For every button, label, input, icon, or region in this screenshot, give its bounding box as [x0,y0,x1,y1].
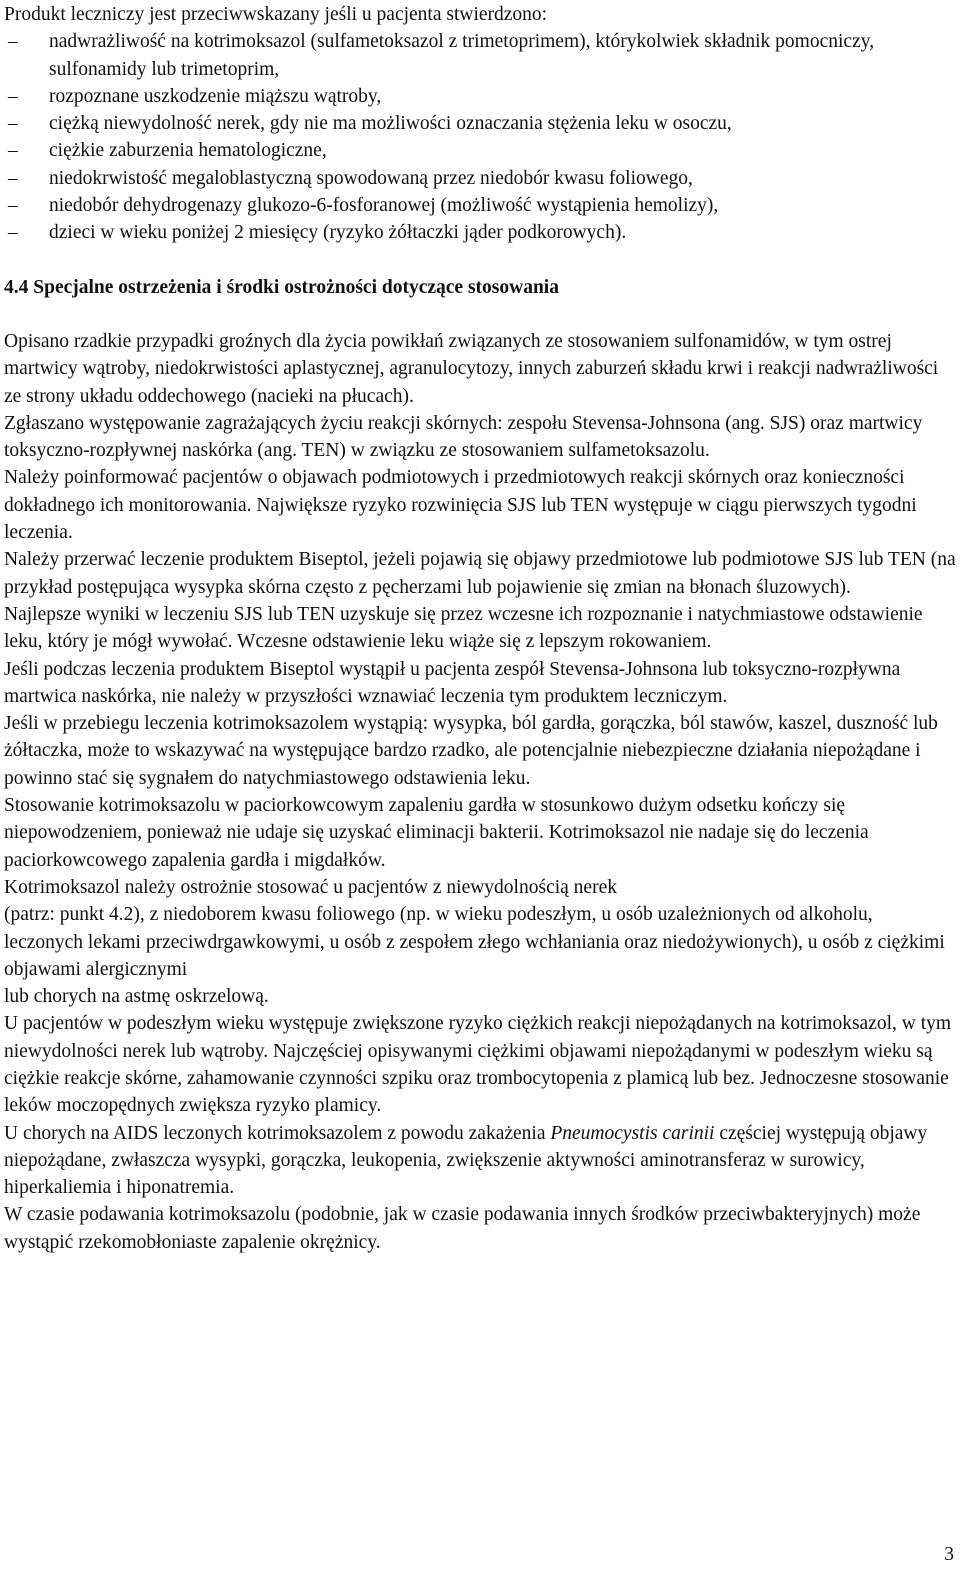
contraindications-intro: Produkt leczniczy jest przeciwwskazany jeśli u pacjenta stwierdzono: [4,4,548,25]
paragraph: Zgłaszano występowanie zagrażających życiu reakcji skórnych: zespołu Stevensa-Johnsona (ang. SJS) oraz martwicy toksyczno-rozpływnej naskórka (ang. TEN) w związku ze stosowaniem sulfametoksazolu. [4,412,923,462]
list-item-text: niedobór dehydrogenazy glukozo-6-fosforanowej (możliwość wystąpienia hemolizy), [49,195,719,217]
list-item [4,219,956,246]
list-item-text: nadwrażliwość na kotrimoksazol (sulfametoksazol z trimetoprimem), którykolwiek składnik pomocniczy, sulfonamidy lub trimetoprim, [49,31,875,80]
list-item-text: niedokrwistość megaloblastyczną spowodowaną przez niedobór kwasu foliowego, [49,167,693,189]
list-item [4,110,956,137]
renal-paragraph [4,874,956,1010]
paragraph: Jeśli w przebiegu leczenia kotrimoksazolem wystąpią: wysypka, ból gardła, gorączka, ból stawów, kaszel, duszność lub żółtaczka, może to wskazywać na występujące bardzo rzadko, ale potencjalnie niebezpieczne działania niepożądane i powinno stać się sygnałem do natychmiastowego odstawienia leku. [4,713,938,789]
list-item-text: ciężkie zaburzenia hematologiczne, [49,140,327,162]
paragraph: Należy przerwać leczenie produktem Biseptol, jeżeli pojawią się objawy przedmiotowe lub podmiotowe SJS lub TEN (na przykład postępująca wysypka skórna często z pęcherzami lub pojawienie się zmian na błonach śluzowych). [4,549,956,598]
dash-bullet: – [8,85,18,107]
paragraph: Stosowanie kotrimoksazolu w paciorkowcowym zapaleniu gardła w stosunkowo dużym odsetku kończy się niepowodzeniem, ponieważ nie udaje się uzyskać eliminacji bakterii. Kotrimoksazol nie nadaje się do leczenia paciorkowcowego zapalenia gardła i migdałków. [4,795,869,871]
list-item-text: ciężką niewydolność nerek, gdy nie ma możliwości oznaczania stężenia leku w osoczu, [49,113,732,135]
page-number: 3 [944,1544,954,1565]
aids-text-after: częściej występują objawy niepożądane, zwłaszcza wysypki, gorączka, leukopenia, zwiększenie aktywności aminotransferaz w surowicy, hiperkaliemia i hiponatremia. [4,1122,928,1199]
renal-line-1: Kotrimoksazol należy ostrożnie stosować u pacjentów z niewydolnością nerek [4,876,617,898]
renal-line-2: (patrz: punkt 4.2), z niedoborem kwasu foliowego (np. w wieku podeszłym, u osób uzależnionych od alkoholu, leczonych lekami przeciwdrgawkowymi, u osób z zespołem złego wchłaniania oraz niedożywionych), u osób z ciężkimi objawami alergicznymi [4,904,945,980]
list-item-text: rozpoznane uszkodzenie miąższu wątroby, [49,85,382,107]
paragraph: Jeśli podczas leczenia produktem Biseptol wystąpił u pacjenta zespół Stevensa-Johnsona lub toksyczno-rozpływna martwica naskórka, nie należy w przyszłości wznawiać leczenia tym produktem leczniczym. [4,658,901,707]
list-item [4,28,956,83]
list-item [4,137,956,164]
paragraph: Należy poinformować pacjentów o objawach podmiotowych i przedmiotowych reakcji skórnych oraz konieczności dokładnego ich monitorowania. Największe ryzyko rozwinięcia SJS lub TEN występuje w ciągu pierwszych tygodni leczenia. [4,467,917,544]
dash-bullet: – [8,140,18,162]
list-item-text: dzieci w wieku poniżej 2 miesięcy (ryzyko żółtaczki jąder podkorowych). [49,222,627,244]
section-heading: 4.4 Specjalne ostrzeżenia i środki ostrożności dotyczące stosowania [4,276,559,298]
dash-bullet: – [8,195,18,217]
aids-paragraph [4,1120,956,1202]
dash-bullet: – [8,113,18,135]
paragraph: Najlepsze wyniki w leczeniu SJS lub TEN uzyskuje się przez wczesne ich rozpoznanie i natychmiastowe odstawienie leku, który je mógł wywołać. Wczesne odstawienie leku wiąże się z lepszym rokowaniem. [4,603,923,653]
paragraph: Opisano rzadkie przypadki groźnych dla życia powikłań związanych ze stosowaniem sulfonamidów, w tym ostrej martwicy wątroby, niedokrwistości aplastycznej, agranulocytozy, innych zaburzeń składu krwi i reakcji nadwrażliwości ze strony układu oddechowego (nacieki na płucach). [4,330,939,407]
renal-line-3: lub chorych na astmę oskrzelową. [4,986,269,1008]
list-item [4,192,956,219]
aids-text-before: U chorych na AIDS leczonych kotrimoksazolem z powodu zakażenia [4,1122,551,1144]
dash-bullet: – [8,167,18,189]
list-item [4,165,956,192]
pathogen-name: Pneumocystis carinii [550,1122,715,1144]
elderly-paragraph: U pacjentów w podeszłym wieku występuje zwiększone ryzyko ciężkich reakcji niepożądanych na kotrimoksazol, w tym niewydolności nerek lub wątroby. Najczęściej opisywanymi ciężkimi objawami niepożądanymi w podeszłym wieku są ciężkie reakcje skórne, zahamowanie czynności szpiku oraz trombocytopenia z plamicą lub bez. Jednoczesne stosowanie leków moczopędnych zwiększa ryzyko plamicy. [4,1013,952,1117]
list-item [4,83,956,110]
contraindications-list [4,28,956,246]
dash-bullet: – [8,31,18,53]
dash-bullet: – [8,222,18,244]
final-paragraph: W czasie podawania kotrimoksazolu (podobnie, jak w czasie podawania innych środków przeciwbakteryjnych) może wystąpić rzekomobłoniaste zapalenie okrężnicy. [4,1204,921,1253]
document-page [4,1,956,1256]
